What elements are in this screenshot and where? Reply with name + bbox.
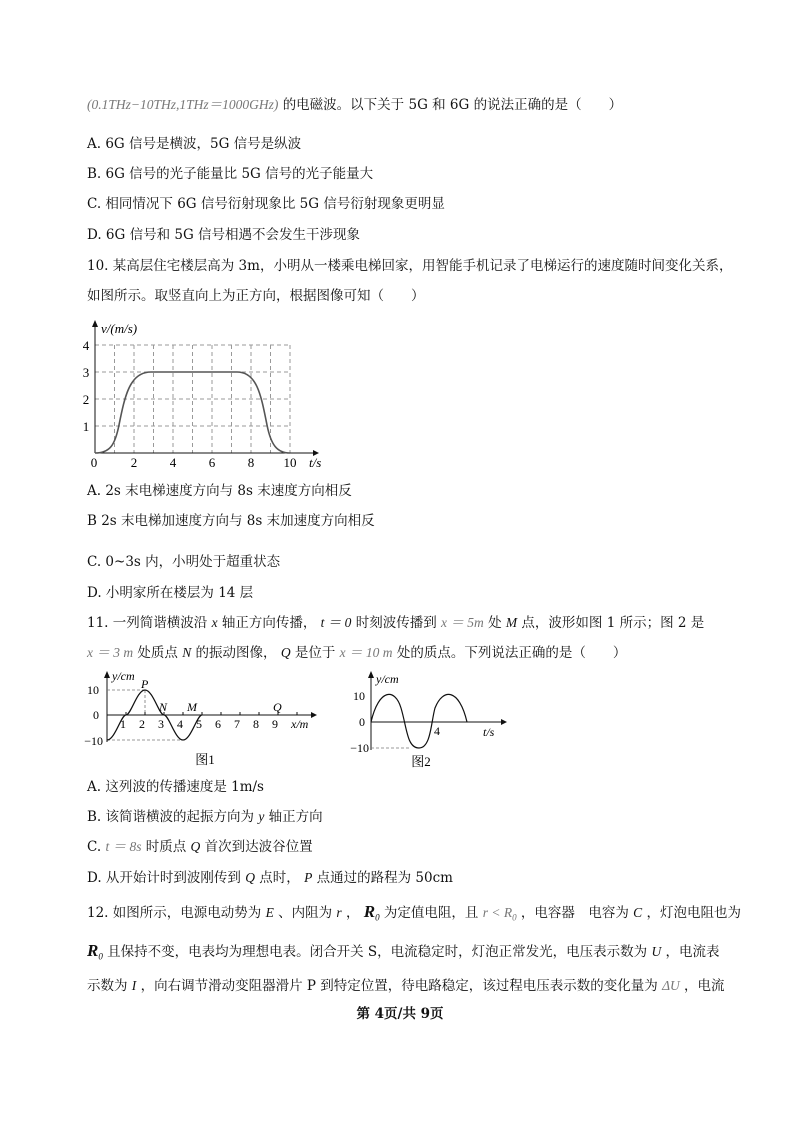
- q10-option-c: C. 0~3s 内，小明处于超重状态: [87, 554, 281, 570]
- q11-option-text: B. 该简谐横波的起振方向为: [87, 809, 255, 825]
- q11-vibration-curve: [371, 694, 467, 748]
- q11-figure-1: [85, 668, 325, 770]
- q11-option-text: 首次到达波谷位置: [204, 839, 313, 855]
- q11-option-text: D. 从开始计时到波刚传到: [87, 870, 241, 886]
- q11-fig1-label-m: M: [187, 700, 197, 714]
- q11-option-d: [87, 869, 453, 887]
- q10-stem-line2: 如图所示。取竖直向上为正方向，根据图像可知（ ）: [87, 288, 425, 304]
- q11-fig1-ytick-10: 10: [87, 683, 99, 697]
- q11-fig1-ytick-0: 0: [93, 708, 99, 722]
- q11-fig1-xtick: 9: [272, 717, 278, 731]
- q12-var-r0-sub: 0: [375, 912, 380, 923]
- q12-text: 示数为: [87, 978, 128, 994]
- q12-var-compare-sub: 0: [512, 912, 517, 923]
- q10-option-b: B 2s 末电梯加速度方向与 8s 末加速度方向相反: [87, 513, 375, 529]
- q11-option-text: 点时，: [259, 870, 300, 886]
- q10-xtick-4: 4: [169, 455, 177, 470]
- q12-text: ，向右调节滑动变阻器滑片 P 到特定位置，待电路稳定，该过程电压表示数的变化量为: [140, 978, 658, 994]
- q12-text: 且保持不变，电表均为理想电表。闭合开关 S，电流稳定时，灯泡正常发光，电压表示数为: [107, 944, 648, 960]
- q12-var-r: r: [336, 905, 342, 920]
- q11-option-text: 时质点: [145, 839, 187, 855]
- q10-vt-graph: [82, 315, 325, 470]
- q11-var-q: Q: [280, 645, 291, 660]
- q11-text: 时刻波传播到: [355, 615, 437, 631]
- q11-fig1-xtick: 7: [234, 717, 240, 731]
- q10-ytick-2: 2: [82, 392, 90, 407]
- q11-var-x5: x ＝ 5m: [441, 615, 484, 630]
- q11-stem-line1: [87, 614, 704, 632]
- q11-fig1-ytick-neg10: −10: [84, 734, 103, 748]
- q11-text: 的振动图像，: [195, 645, 277, 661]
- q11-fig2-ytick-0: 0: [359, 715, 365, 729]
- q11-fig2-caption: 图2: [411, 754, 431, 769]
- q11-var-y: y: [258, 809, 265, 824]
- q10-ytick-3: 3: [82, 365, 90, 380]
- q10-stem-line1: 10. 某高层住宅楼层高为 3m，小明从一楼乘电梯回家，用智能手机记录了电梯运行的速度随时间变化关系，: [87, 258, 733, 274]
- q12-var-e: E: [265, 905, 274, 920]
- q10-option-a: A. 2s 末电梯速度方向与 8s 末速度方向相反: [87, 483, 352, 499]
- q11-fig1-xtick: 8: [253, 717, 259, 731]
- q12-var-r0: R: [87, 941, 99, 960]
- q11-fig1-label-n: N: [159, 700, 168, 714]
- q12-var-r0: R: [363, 902, 376, 921]
- q12-stem-line1: [87, 903, 741, 927]
- q11-var-t0: t ＝ 0: [320, 615, 352, 630]
- q12-text: 为定值电阻，且: [383, 905, 479, 921]
- q12-var-r0-sub: 0: [98, 951, 103, 962]
- q10-y-label: v/(m/s): [101, 321, 138, 336]
- q12-stem-line2: [87, 942, 720, 966]
- q11-text: 是位于: [294, 645, 336, 661]
- q11-var-n: N: [182, 645, 192, 660]
- q11-text: 处: [488, 615, 502, 631]
- q11-text: 点，波形如图 1 所示；图 2 是: [521, 615, 705, 631]
- q11-stem-line2: [87, 644, 626, 662]
- q12-text: ，电流: [684, 978, 725, 994]
- q11-var-q: Q: [245, 870, 255, 885]
- q11-fig1-xtick: 1: [120, 717, 126, 731]
- q11-var-m: M: [505, 615, 518, 630]
- q10-xtick-10: 10: [283, 455, 297, 470]
- q11-fig2-ytick-neg10: −10: [350, 741, 369, 755]
- q11-var-x: x: [211, 615, 218, 630]
- q12-text: ，: [345, 905, 360, 921]
- q11-fig1-xtick: 2: [139, 717, 145, 731]
- q11-option-c: [87, 838, 313, 856]
- q12-var-delta-u: ΔU: [662, 978, 680, 993]
- q9-stem-math: (0.1THz−10THz,1THz＝1000GHz): [87, 97, 279, 112]
- q10-xtick-2: 2: [130, 455, 138, 470]
- q11-text: 处质点: [137, 645, 178, 661]
- q9-option-a: A. 6G 信号是横波，5G 信号是纵波: [87, 136, 302, 152]
- q11-fig1-label-p: P: [141, 677, 149, 691]
- q12-var-i: I: [131, 978, 137, 993]
- q11-fig1-xtick: 3: [158, 717, 164, 731]
- q12-stem-line3: [87, 977, 725, 995]
- q11-text: 11. 一列简谐横波沿: [87, 615, 208, 631]
- q12-text: ，电容器 电容为: [520, 905, 629, 921]
- q11-fig1-xtick: 4: [177, 717, 183, 731]
- q11-var-x3: x ＝ 3 m: [87, 645, 134, 660]
- q9-option-d: D. 6G 信号和 5G 信号相遇不会发生干涉现象: [87, 227, 361, 243]
- q11-text: 处的质点。下列说法正确的是（ ）: [396, 645, 627, 661]
- q11-text: 轴正方向传播，: [221, 615, 317, 631]
- q11-fig2-xtick-4: 4: [434, 724, 440, 738]
- q9-option-c: C. 相同情况下 6G 信号衍射现象比 5G 信号衍射现象更明显: [87, 196, 445, 212]
- q11-fig1-y-label: y/cm: [112, 669, 135, 683]
- q9-stem: [87, 96, 622, 114]
- q11-figure-2: [335, 668, 515, 770]
- q12-text: ，灯泡电阻也为: [646, 905, 741, 921]
- q12-var-compare: r < R: [482, 905, 513, 920]
- q12-text: 12. 如图所示，电源电动势为: [87, 905, 262, 921]
- q12-text: 、内阻为: [278, 905, 333, 921]
- q12-var-u: U: [651, 944, 662, 959]
- q11-fig2-y-label: y/cm: [376, 672, 399, 686]
- q11-fig2-x-label: t/s: [483, 725, 495, 739]
- q11-option-b: [87, 808, 323, 826]
- q11-var-p: P: [304, 870, 313, 885]
- q9-option-b: B. 6G 信号的光子能量比 5G 信号的光子能量大: [87, 166, 374, 182]
- q12-text: ，电流表: [665, 944, 720, 960]
- q11-fig2-ytick-10: 10: [353, 689, 365, 703]
- q11-option-text: 点通过的路程为 50cm: [316, 870, 453, 886]
- page-footer: 第 4页/共 9页: [356, 1006, 444, 1022]
- q11-var-x10: x ＝ 10 m: [339, 645, 393, 660]
- q10-x-label: t/s: [309, 455, 322, 470]
- q11-fig1-xtick: 5: [196, 717, 202, 731]
- q11-fig1-x-label: x/m: [291, 717, 309, 731]
- q11-option-text: C.: [87, 839, 102, 855]
- q12-var-c: C: [633, 905, 643, 920]
- q11-var-t8: t ＝ 8s: [105, 839, 142, 854]
- q11-fig1-xtick: 6: [215, 717, 221, 731]
- q10-xtick-6: 6: [208, 455, 216, 470]
- q11-option-text: 轴正方向: [268, 809, 323, 825]
- q10-xtick-8: 8: [247, 455, 255, 470]
- q11-fig1-caption: 图1: [195, 752, 215, 767]
- q11-option-a: A. 这列波的传播速度是 1m/s: [87, 779, 264, 795]
- q10-ytick-4: 4: [82, 338, 90, 353]
- q10-xtick-0: 0: [90, 455, 98, 470]
- q10-velocity-curve: [95, 372, 290, 453]
- q11-fig1-label-q: Q: [273, 700, 282, 714]
- q11-var-q: Q: [190, 839, 201, 854]
- q9-stem-text: 的电磁波。以下关于 5G 和 6G 的说法正确的是（ ）: [282, 97, 623, 113]
- q10-ytick-1: 1: [82, 419, 90, 434]
- q10-option-d: D. 小明家所在楼层为 14 层: [87, 585, 254, 601]
